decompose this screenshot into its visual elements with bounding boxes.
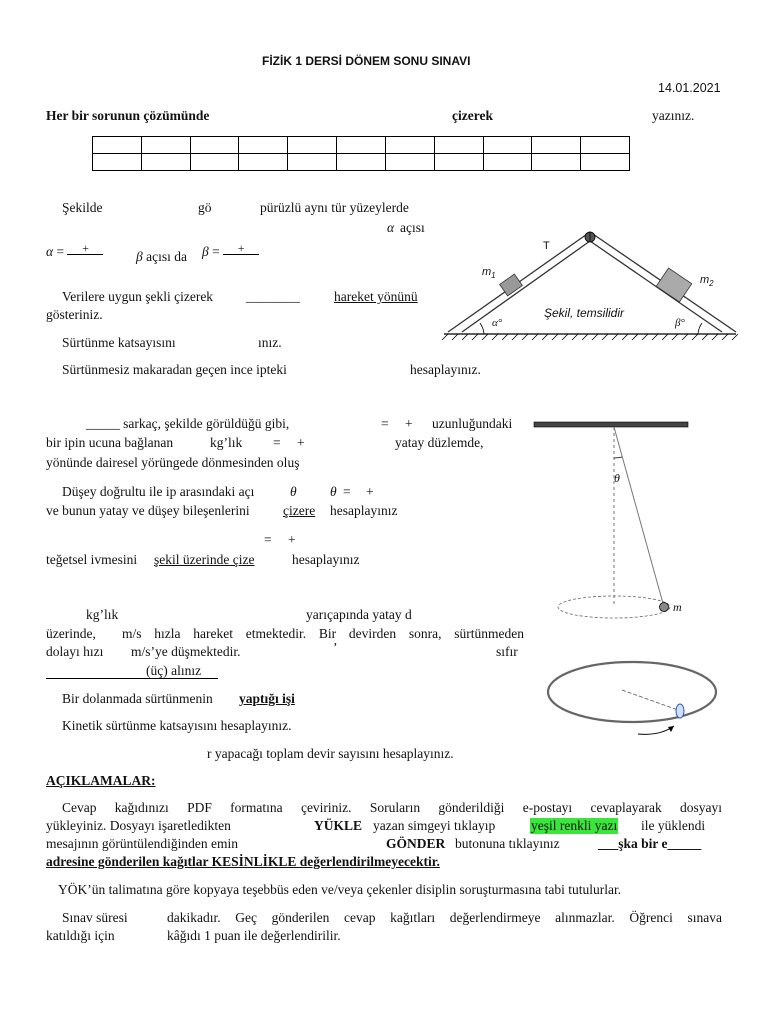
notes-p3-line1a: Sınav süresi xyxy=(62,910,128,925)
score-cell xyxy=(483,154,532,171)
theta-symbol: θ xyxy=(290,484,297,499)
q2-text-5b: hesaplayınız xyxy=(330,503,398,518)
q2-plus-2: + xyxy=(297,435,305,450)
figure2-theta-label: θ xyxy=(614,471,620,485)
score-cell xyxy=(337,137,386,154)
alpha-fraction xyxy=(67,243,103,263)
ground-hatching xyxy=(442,334,738,340)
q2-eq-2: = xyxy=(273,435,281,450)
q1-text-7a: Sürtünmesiz makaradan geçen ince ipteki xyxy=(62,362,287,377)
notes-p1-line2c: yazan simgeyi tıklayıp xyxy=(373,818,496,833)
q3-text-1a: kg’lık xyxy=(86,607,119,622)
q2-text-2b: kg’lık xyxy=(210,435,243,450)
q2-plus-4: + xyxy=(366,484,374,499)
pendulum-string xyxy=(614,427,664,607)
pulley-icon xyxy=(585,232,595,242)
q2-text-2c: yatay düzlemde, xyxy=(395,435,484,450)
notes-yukle: YÜKLE xyxy=(314,818,363,833)
notes-p1-line1 xyxy=(46,800,722,816)
mass-m2-label xyxy=(700,274,714,288)
q2-eq-6: = xyxy=(264,532,272,547)
beta-fraction xyxy=(223,243,259,263)
q3-text-3b: m/s’ye düşmektedir. xyxy=(131,644,241,659)
beta-symbol-2: β xyxy=(202,244,209,260)
theta-symbol-2: θ xyxy=(330,484,337,499)
q1-text-6a: Sürtünme katsayısını xyxy=(62,335,176,350)
circular-orbit xyxy=(558,596,670,618)
notes-heading: AÇIKLAMALAR: xyxy=(46,773,156,788)
m1-letter: m xyxy=(482,266,492,278)
fraction-numerator: + xyxy=(223,243,259,255)
q3-text-5b: yaptığı işi xyxy=(239,691,295,706)
angle-beta-label: β° xyxy=(675,317,685,329)
score-cell xyxy=(483,137,532,154)
pendulum-bob xyxy=(660,603,669,612)
q3-text-3c: ’ xyxy=(333,640,338,655)
q2-text-5a: ve bunun yatay ve düşey bileşenlerini xyxy=(46,503,250,518)
radius-line xyxy=(622,690,678,710)
score-cell xyxy=(93,154,142,171)
m2-letter: m xyxy=(700,274,710,286)
q2-eq-1: = xyxy=(381,416,389,431)
page-title: FİZİK 1 DERSİ DÖNEM SONU SINAVI xyxy=(262,54,471,68)
incline-pulley-figure xyxy=(440,226,742,346)
q1-text-7b: hesaplayınız. xyxy=(410,362,481,377)
score-cell xyxy=(532,154,581,171)
fraction-denominator xyxy=(67,255,103,263)
notes-p1-line3d: ___şka bir e_____ xyxy=(598,836,702,851)
m2-subscript: 2 xyxy=(709,279,714,289)
score-cell xyxy=(288,154,337,171)
score-cell xyxy=(190,154,239,171)
fraction-denominator xyxy=(223,255,259,263)
figure1-caption: Şekil, temsilidir xyxy=(544,306,625,320)
alpha-symbol: α xyxy=(46,244,54,260)
block-m2 xyxy=(656,268,692,302)
notes-p1-line2a: yükleyiniz. Dosyayı işaretledikten xyxy=(46,818,231,833)
instruction-part2: çizerek xyxy=(452,108,493,123)
q3-text-3a: dolayı hızı xyxy=(46,644,104,659)
q1-text-1a: Şekilde xyxy=(62,200,103,215)
q3-text-2b-content: m/s hızla hareket etmektedir. Bir devirden sonra, sürtünmeden xyxy=(122,626,524,641)
fraction-numerator: + xyxy=(67,243,103,255)
q3-text-7: r yapacağı toplam devir sayısını hesaplayınız. xyxy=(207,746,454,761)
notes-p3-line1b-text: dakikadır. Geç gönderilen cevap kağıtları değerlendirmeye alınmazlar. Öğrenci sınava xyxy=(167,910,722,925)
q2-plus-6: + xyxy=(288,532,296,547)
score-cell xyxy=(288,137,337,154)
q3-text-2a: üzerinde, xyxy=(46,626,96,641)
q1-text-4a: Verilere uygun şekli çizerek xyxy=(62,289,214,304)
q3-text-1b: yarıçapında yatay d xyxy=(306,607,412,622)
q1-alpha-equation xyxy=(46,243,103,263)
notes-p1-line3c: butonuna tıklayınız xyxy=(455,836,560,851)
q1-text-2: açısı xyxy=(400,220,425,235)
notes-green-text: yeşil renkli yazı xyxy=(531,818,618,833)
notes-p1-line3a: mesajının görüntülendiğinden emin xyxy=(46,836,238,851)
beta-symbol: β xyxy=(136,249,143,264)
q1-text-5: gösteriniz. xyxy=(46,307,103,322)
q2-text-7b: hesaplayınız xyxy=(292,552,360,567)
q1-beta-equation xyxy=(202,243,259,263)
notes-p3-line1b xyxy=(167,910,722,926)
q2-text-7u: şekil üzerinde çize xyxy=(154,552,255,567)
horizontal-circle-figure xyxy=(542,652,722,742)
instruction-part3: yazınız. xyxy=(652,108,695,123)
notes-p3-line2b: kâğıdı 1 puan ile değerlendirilir. xyxy=(167,928,341,943)
notes-p1-line4: adresine gönderilen kağıtlar KESİNLİKLE değerlendirilmeyecektir. xyxy=(46,854,440,869)
notes-p1-line2e: ile yüklendi xyxy=(641,818,706,833)
equals-sign-2: = xyxy=(212,244,220,260)
score-cell xyxy=(93,137,142,154)
q1-blank: ________ xyxy=(246,289,300,304)
q2-text-1a: _____ sarkaç, şekilde görüldüğü gibi, xyxy=(86,416,290,431)
beta-angle-text: açısı da xyxy=(146,249,187,264)
q1-alpha-symbol: α xyxy=(387,220,395,235)
score-cell xyxy=(190,137,239,154)
m1-subscript: 1 xyxy=(491,271,496,281)
score-cell xyxy=(141,154,190,171)
exam-date: 14.01.2021 xyxy=(658,81,721,95)
notes-p2: YÖK’ün talimatına göre kopyaya teşebbüs eden ve/veya çekenler disiplin soruşturmasına tabi tutulurlar. xyxy=(58,882,622,897)
q3-text-6: Kinetik sürtünme katsayısını hesaplayınız. xyxy=(62,718,292,733)
q2-text-5u: çizere xyxy=(283,503,316,518)
score-cell xyxy=(434,137,483,154)
q3-text-3d: sıfır xyxy=(496,644,518,659)
q2-text-3: yönünde dairesel yörüngede dönmesinden oluş xyxy=(46,455,300,470)
notes-p1-line1-text: Cevap kağıdınızı PDF formatına çeviriniz. Soruların gönderildiği e-postayı cevaplayarak dosyayı xyxy=(62,800,722,815)
score-row-1 xyxy=(93,137,630,154)
mass-m1-label xyxy=(482,266,496,280)
q1-text-1b: gö xyxy=(198,200,212,215)
moving-object xyxy=(676,704,684,718)
score-cell xyxy=(239,154,288,171)
score-cell xyxy=(385,154,434,171)
instruction-part1: Her bir sorunun çözümünde xyxy=(46,108,210,123)
score-row-2 xyxy=(93,154,630,171)
score-cell xyxy=(239,137,288,154)
q1-text-4b: hareket yönünü xyxy=(334,289,418,304)
q3-text-5a: Bir dolanmada sürtünmenin xyxy=(62,691,213,706)
score-cell xyxy=(141,137,190,154)
q3-text-2b xyxy=(122,626,524,642)
theta-arc xyxy=(614,457,622,458)
angle-beta-arc xyxy=(698,323,702,334)
q1-text-1c: pürüzlü aynı tür yüzeylerde xyxy=(260,200,409,215)
score-cell xyxy=(385,137,434,154)
score-cell xyxy=(337,154,386,171)
q2-text-7a: teğetsel ivmesini xyxy=(46,552,138,567)
score-cell xyxy=(581,154,630,171)
angle-alpha-label: α° xyxy=(492,317,503,329)
conical-pendulum-figure xyxy=(530,416,698,626)
circular-track xyxy=(548,662,716,722)
q2-plus-1: + xyxy=(405,416,413,431)
score-cell xyxy=(434,154,483,171)
q2-text-2a: bir ipin ucuna bağlanan xyxy=(46,435,174,450)
score-cell xyxy=(581,137,630,154)
notes-p3-line2a: katıldığı için xyxy=(46,928,115,943)
equals-sign: = xyxy=(56,244,65,260)
q1-beta-text xyxy=(136,249,187,265)
q2-text-4a: Düşey doğrultu ile ip arasındaki açı xyxy=(62,484,255,499)
ceiling-bar xyxy=(534,422,688,427)
q1-text-6b: ınız. xyxy=(258,335,282,350)
notes-gonder: GÖNDER xyxy=(386,836,446,851)
score-grid xyxy=(92,136,630,171)
q3-text-4: (üç) alınız xyxy=(146,663,202,678)
score-cell xyxy=(532,137,581,154)
tension-label: T xyxy=(543,240,550,252)
figure2-mass-label: m xyxy=(673,600,682,614)
angle-alpha-arc xyxy=(480,323,484,334)
q2-text-1b: uzunluğundaki xyxy=(432,416,513,431)
q2-eq-4: = xyxy=(343,484,351,499)
